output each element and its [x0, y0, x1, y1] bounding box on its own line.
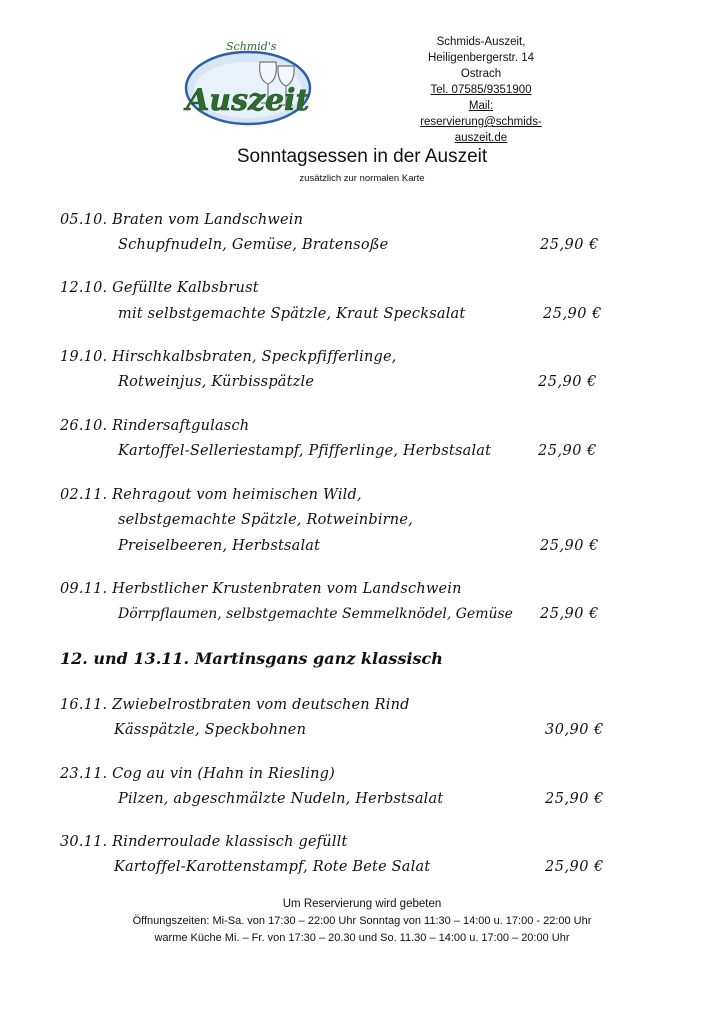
menu-item-price: 30,90 € [545, 722, 604, 738]
menu-item-title: 26.10. Rindersaftgulasch [60, 418, 250, 434]
menu-item-price: 25,90 € [538, 374, 597, 390]
logo-script-text: Schmid's [226, 40, 277, 53]
menu-item-desc: mit selbstgemachte Spätzle, Kraut Specksalat [118, 306, 466, 322]
menu-item-desc: Preiselbeeren, Herbstsalat [118, 538, 321, 554]
menu-item-price: 25,90 € [543, 306, 602, 322]
menu-item-desc: Pilzen, abgeschmälzte Nudeln, Herbstsalat [118, 791, 444, 807]
logo-main-text: Auszeit [186, 83, 310, 118]
page-title: Sonntagsessen in der Auszeit [236, 146, 488, 167]
kitchen-hours: warme Küche Mi. – Fr. von 17:30 – 20.30 und So. 11.30 – 14:00 u. 17:00 – 20:00 Uhr [154, 932, 570, 944]
reservation-note: Um Reservierung wird gebeten [282, 898, 442, 910]
address-street: Heiligenbergerstr. 14 [427, 52, 535, 64]
menu-item-title: 12.10. Gefüllte Kalbsbrust [60, 280, 259, 296]
menu-item-title: 30.11. Rinderroulade klassisch gefüllt [60, 834, 348, 850]
mail-label: Mail: [468, 100, 494, 112]
menu-item-desc: Kartoffel-Selleriestampf, Pfifferlinge, Herbstsalat [118, 443, 492, 459]
menu-item-title: 05.10. Braten vom Landschwein [60, 212, 304, 228]
menu-item-price: 25,90 € [545, 791, 604, 807]
menu-item-desc: Dörrpflaumen, selbstgemachte Semmelknödel, Gemüse [118, 606, 513, 622]
phone-link[interactable]: Tel. 07585/9351900 [430, 84, 532, 96]
menu-item-desc: selbstgemachte Spätzle, Rotweinbirne, [118, 512, 413, 528]
email-link[interactable]: reservierung@schmids-auszeit.de [420, 116, 542, 144]
menu-item-title: 23.11. Cog au vin (Hahn in Riesling) [60, 766, 335, 782]
menu-item-desc: Rotweinjus, Kürbisspätzle [118, 374, 315, 390]
restaurant-logo [182, 36, 317, 128]
menu-item-price: 25,90 € [540, 606, 599, 622]
menu-item-title: 02.11. Rehragout vom heimischen Wild, [60, 487, 362, 503]
menu-item-title: 19.10. Hirschkalbsbraten, Speckpfifferlinge, [60, 349, 397, 365]
menu-item-title: 09.11. Herbstlicher Krustenbraten vom Landschwein [60, 581, 462, 597]
opening-hours: Öffnungszeiten: Mi-Sa. von 17:30 – 22:00 Uhr Sonntag von 11:30 – 14:00 u. 17:00 - 22:00 Uhr [132, 915, 592, 927]
page-subtitle: zusätzlich zur normalen Karte [299, 173, 425, 184]
menu-item-price: 25,90 € [540, 237, 599, 253]
address-city: Ostrach [460, 68, 502, 80]
special-announcement: 12. und 13.11. Martinsgans ganz klassisch [60, 649, 443, 668]
menu-item-price: 25,90 € [545, 859, 604, 875]
menu-item-price: 25,90 € [540, 538, 599, 554]
address-name: Schmids-Auszeit, [436, 36, 526, 48]
menu-item-title: 16.11. Zwiebelrostbraten vom deutschen Rind [60, 697, 410, 713]
menu-item-desc: Schupfnudeln, Gemüse, Bratensoße [118, 237, 389, 253]
menu-item-desc: Kartoffel-Karottenstampf, Rote Bete Salat [114, 859, 431, 875]
menu-item-price: 25,90 € [538, 443, 597, 459]
menu-item-desc: Kässpätzle, Speckbohnen [114, 722, 307, 738]
address-block [400, 34, 562, 144]
